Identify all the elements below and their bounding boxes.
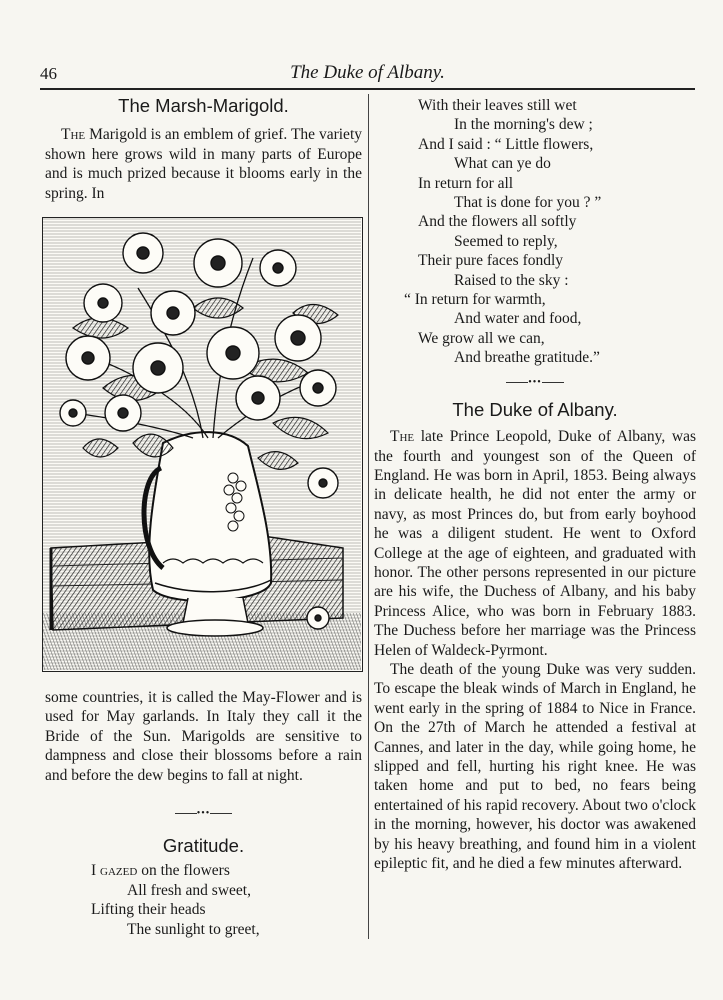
gratitude-heading: Gratitude.: [162, 835, 245, 857]
marigold-lead-word: The: [61, 126, 86, 144]
duke-lead-word: The: [390, 428, 415, 446]
flower-vase-illustration: [42, 217, 363, 672]
header-rule: [40, 88, 695, 90]
poem-line: Seemed to reply,: [454, 232, 558, 250]
poem-line: What can ye do: [454, 155, 551, 173]
ornament-dots: •••: [528, 376, 542, 388]
poem-line: The sunlight to greet,: [127, 920, 260, 938]
duke-text-1: late Prince Leopold, Duke of Albany, was the fourth and youngest son of the Queen of England. He was born in April, 1853. Being always in delicate health, he did not enter the army or navy, as most Princes do, but from early boyhood he was a diligent student. He went to Oxford College at the age of eighteen, and graduated with honor. The other persons represented in our picture are his wife, the Duchess of Albany, and his baby Princess Alice, who was born in February 1883. The Duchess before her marriage was the Princess Helen of Waldeck-Pyrmont.: [374, 428, 696, 659]
gratitude-poem-part-1: [45, 861, 362, 939]
duke-paragraph-1: [374, 427, 696, 660]
poem-line: “ In return for warmth,: [404, 291, 546, 309]
marigold-paragraph-1: [45, 125, 362, 203]
poem-line: With their leaves still wet: [418, 97, 577, 114]
poem-line: All fresh and sweet,: [127, 881, 251, 899]
poem-line: And breathe gratitude.”: [454, 349, 600, 367]
page-header: [40, 60, 695, 86]
poem-line: We grow all we can,: [418, 329, 545, 347]
poem-line: That is done for you ? ”: [454, 194, 602, 212]
ornament-dots: •••: [196, 808, 211, 820]
gratitude-poem-part-2: [374, 96, 696, 368]
marigold-text-1: Marigold is an emblem of grief. The variety shown here grows wild in many parts of Europe and is much prized because it blooms early in the spring. In: [45, 126, 362, 202]
poem-line: I gazed on the flowers: [91, 862, 230, 880]
poem-lead-words: I gazed: [91, 862, 138, 880]
running-title: The Duke of Albany.: [290, 62, 445, 83]
left-column-top: [45, 96, 362, 203]
poem-line: In the morning's dew ;: [454, 116, 593, 134]
section-ornament-left: [45, 807, 362, 821]
poem-line: And I said : “ Little flowers,: [418, 135, 594, 153]
right-column: [374, 96, 696, 873]
section-ornament-right: [374, 376, 696, 390]
marigold-heading: The Marsh-Marigold.: [118, 95, 289, 116]
poem-line: And water and food,: [454, 310, 582, 328]
marigold-paragraph-2: some countries, it is called the May-Flower and is used for May garlands. In Italy they call it the Bride of the Sun. Marigolds are sensitive to dampness and close their blossoms before a rain and before the dew begins to fall at night.: [45, 689, 362, 784]
poem-line: Their pure faces fondly: [418, 252, 564, 270]
poem-line: And the flowers all softly: [418, 213, 577, 231]
poem-line: In return for all: [418, 174, 514, 192]
poem-line: Lifting their heads: [91, 901, 206, 919]
page-number: 46: [40, 64, 57, 83]
poem-line: Raised to the sky :: [454, 271, 569, 289]
duke-paragraph-2: The death of the young Duke was very sudden. To escape the bleak winds of March in England, he went early in the spring of 1884 to Nice in France. On the 27th of March he attended a festival at Cannes, and later in the day, while going home, he slipped and fell, hurting his right knee. He was taken home and put to bed, no fears being entertained of his rapid recovery. About two o'clock in the morning, however, his doctor was awakened by his heavy breathing, and found him in a violent epileptic fit, and he died a few minutes afterward.: [374, 660, 696, 873]
left-column-bottom: [45, 688, 362, 939]
column-divider: [368, 94, 369, 939]
duke-heading: The Duke of Albany.: [452, 398, 618, 420]
flower-vase-icon: [43, 218, 361, 670]
